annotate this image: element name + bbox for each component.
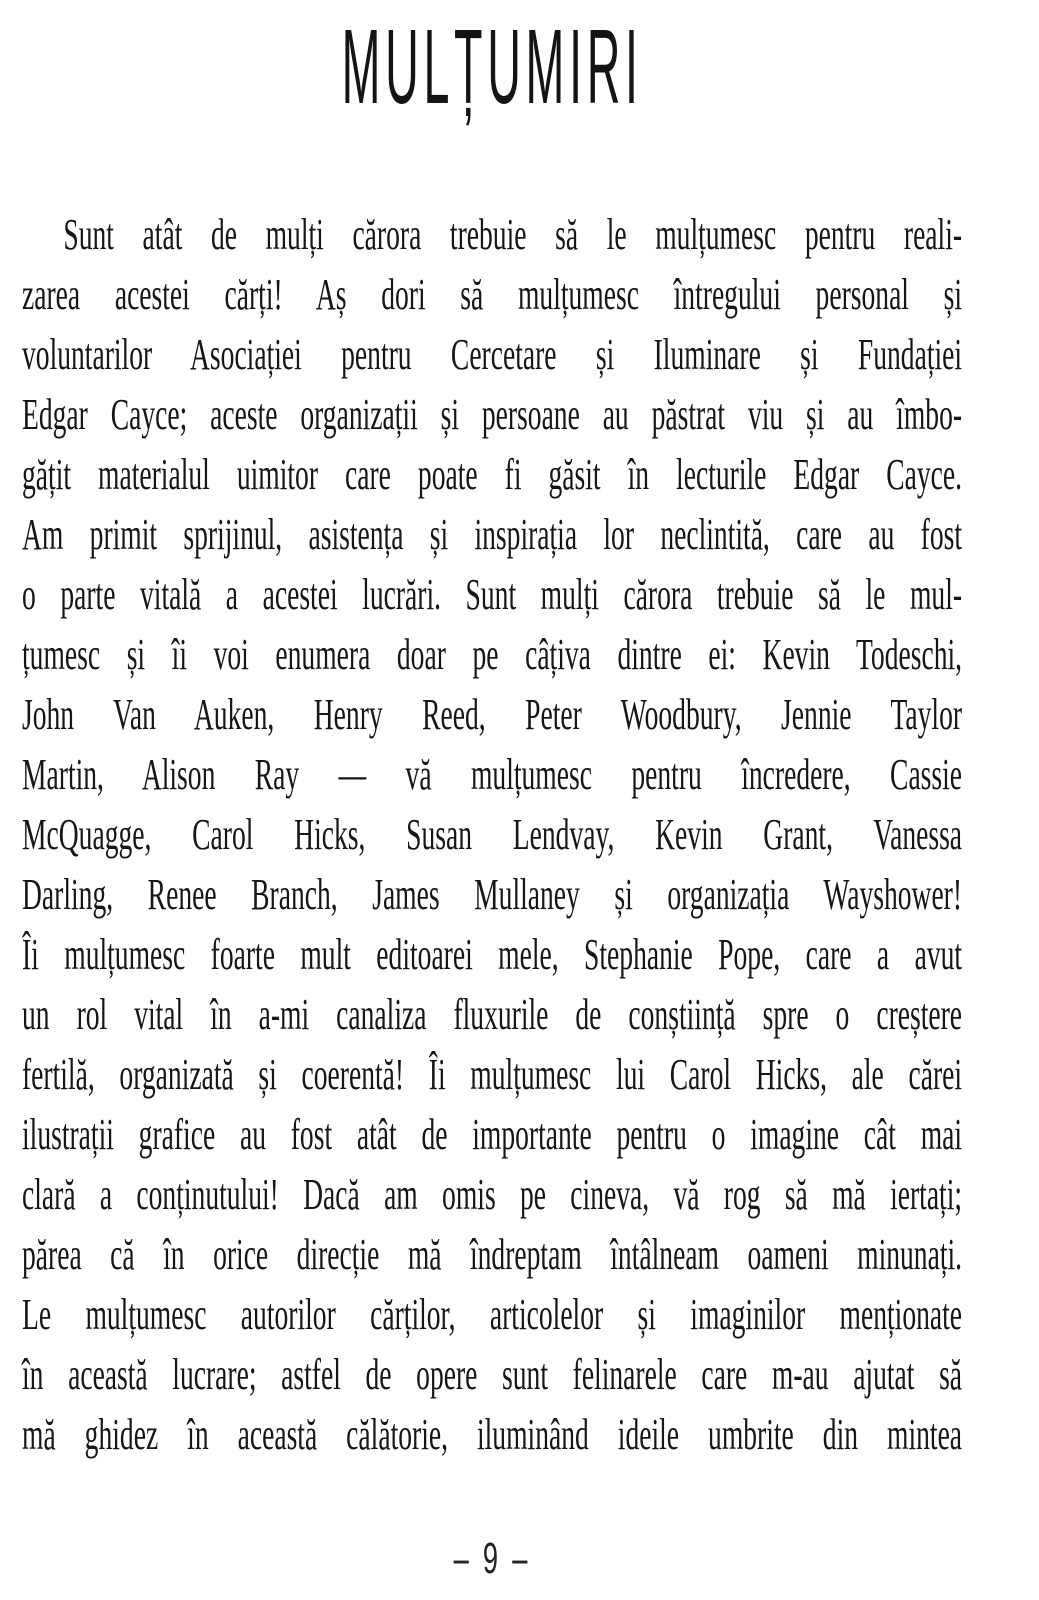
- text-line: Le mulțumesc autorilor cărților, articolelor și imaginilor menționate: [22, 1290, 963, 1339]
- text-line: zarea acestei cărți! Aș dori să mulțumesc întregului personal și: [22, 270, 963, 319]
- text-line: John Van Auken, Henry Reed, Peter Woodbury, Jennie Taylor: [22, 690, 963, 739]
- text-line: Sunt atât de mulți cărora trebuie să le mulțumesc pentru reali-: [63, 210, 963, 259]
- page-number: – 9 –: [453, 1534, 531, 1583]
- text-line: un rol vital în a-mi canaliza fluxurile de conștiință spre o creștere: [22, 990, 963, 1039]
- text-line: gățit materialul uimitor care poate fi găsit în lecturile Edgar Cayce.: [22, 450, 963, 499]
- chapter-title-row: [22, 8, 962, 126]
- text-line: fertilă, organizată și coerentă! Îi mulțumesc lui Carol Hicks, ale cărei: [22, 1050, 963, 1099]
- text-line: voluntarilor Asociației pentru Cercetare și Iluminare și Fundației: [22, 330, 963, 379]
- text-line: ilustrații grafice au fost atât de importante pentru o imagine cât mai: [22, 1110, 963, 1159]
- text-line: Edgar Cayce; aceste organizații și persoane au păstrat viu și au îmbo-: [22, 390, 963, 439]
- text-line: Am primit sprijinul, asistența și inspirația lor neclintită, care au fost: [22, 510, 963, 559]
- text-line: mă ghidez în această călătorie, iluminând ideile umbrite din mintea: [22, 1410, 963, 1459]
- chapter-title: MULȚUMIRI: [341, 8, 643, 126]
- body-paragraph: [22, 205, 962, 1465]
- page-number-row: [22, 1534, 962, 1583]
- text-line: o parte vitală a acestei lucrări. Sunt mulți cărora trebuie să le mul-: [22, 570, 963, 619]
- text-line: Martin, Alison Ray — vă mulțumesc pentru încredere, Cassie: [22, 750, 963, 799]
- text-line: Îi mulțumesc foarte mult editoarei mele, Stephanie Pope, care a avut: [22, 930, 963, 979]
- text-line: părea că în orice direcție mă îndreptam întâlneam oameni minunați.: [22, 1230, 963, 1279]
- text-line: țumesc și îi voi enumera doar pe câțiva dintre ei: Kevin Todeschi,: [22, 630, 963, 679]
- text-line: clară a conținutului! Dacă am omis pe cineva, vă rog să mă iertați;: [22, 1170, 963, 1219]
- text-line: Darling, Renee Branch, James Mullaney și organizația Wayshower!: [22, 870, 963, 919]
- text-line: în această lucrare; astfel de opere sunt felinarele care m-au ajutat să: [22, 1350, 963, 1399]
- text-line: McQuagge, Carol Hicks, Susan Lendvay, Kevin Grant, Vanessa: [22, 810, 963, 859]
